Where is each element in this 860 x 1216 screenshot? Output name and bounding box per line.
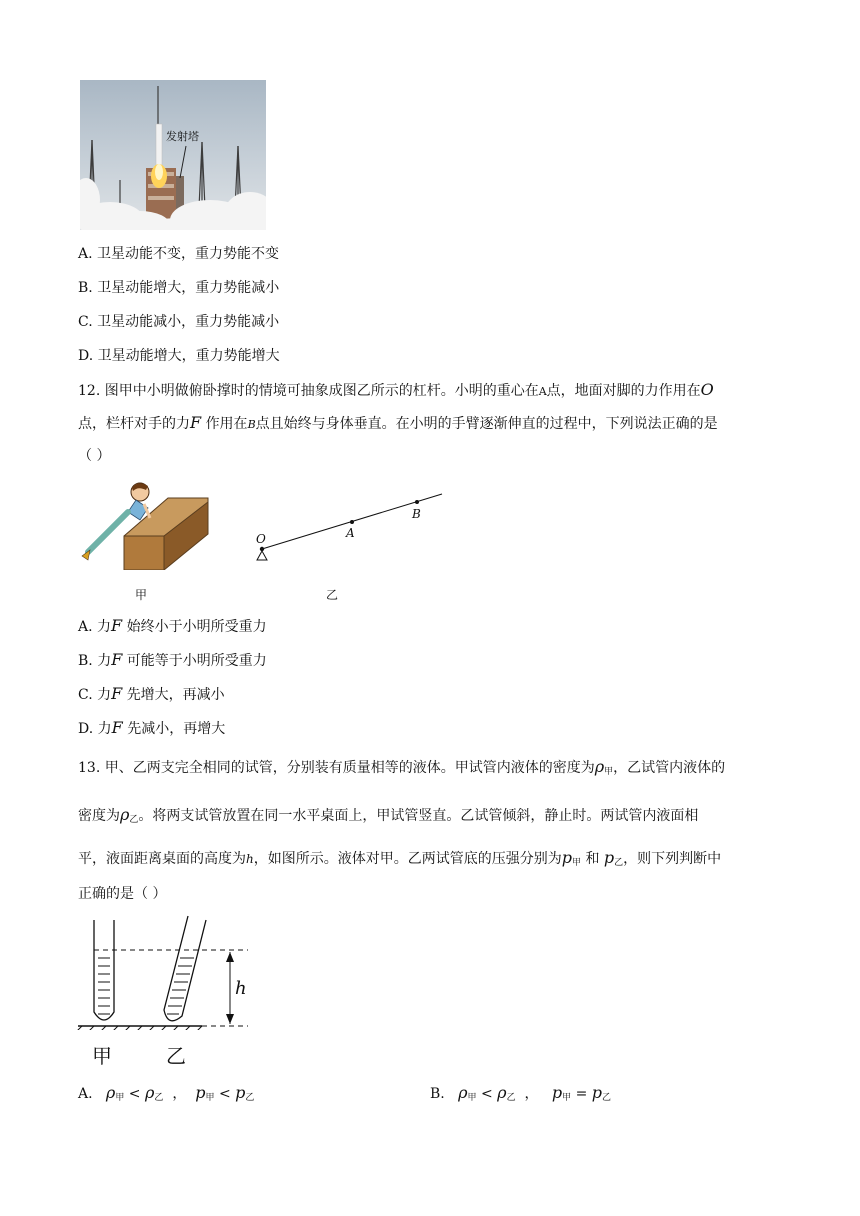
rocket-launch-scene	[80, 80, 266, 230]
pressure-p: p	[551, 1083, 563, 1102]
comma: ，	[524, 1086, 539, 1102]
pivot-triangle	[257, 551, 267, 560]
q12-point-b-ref: B	[247, 418, 256, 431]
equals-sign: =	[575, 1086, 588, 1102]
q11-option-a[interactable]: A. 卫星动能不变，重力势能不变	[78, 246, 280, 262]
option-text: 先增大，再减小	[126, 687, 225, 703]
q13-text: ，乙试管内液体的	[613, 760, 726, 776]
lever-label-b: B	[412, 507, 421, 521]
subscript-jia: 甲	[467, 1093, 477, 1103]
q13-stem-line-3	[78, 849, 721, 872]
option-text: 先减小，再增大	[127, 721, 226, 737]
force-f: F	[111, 616, 123, 635]
subscript-jia: 甲	[205, 1093, 215, 1103]
q12-text: 点，地面对脚的力作用在	[546, 383, 701, 399]
option-letter: A.	[78, 1086, 93, 1102]
q13-text: 密度为	[78, 808, 120, 824]
subscript-yi: 乙	[506, 1093, 516, 1103]
q12-option-a[interactable]	[78, 617, 267, 636]
pressure-p: p	[195, 1083, 206, 1102]
q12-text: 点，栏杆对手的力	[78, 416, 190, 432]
q13-stem-line-4: 正确的是（ ）	[78, 886, 167, 902]
q13-stem-line-2	[78, 806, 698, 829]
q13-option-b[interactable]	[430, 1084, 611, 1107]
rho-symbol: ρ	[120, 805, 130, 824]
q12-option-d[interactable]	[78, 719, 225, 738]
q11-option-d[interactable]: D. 卫星动能增大，重力势能增大	[78, 348, 280, 364]
q11-option-b[interactable]: B. 卫星动能增大，重力势能减小	[78, 280, 280, 296]
tube-yi-label: 乙	[166, 1044, 186, 1068]
rho-symbol: ρ	[594, 757, 605, 776]
option-text: 可能等于小明所受重力	[126, 653, 267, 669]
figure-jia-caption: 甲	[135, 588, 148, 602]
point-a-dot	[350, 520, 354, 524]
point-b-dot	[415, 500, 419, 504]
pressure-p: p	[603, 848, 615, 867]
q12-point-o-ref: O	[700, 380, 714, 399]
less-than-sign: <	[480, 1086, 493, 1102]
pushup-figure	[78, 478, 218, 570]
q13-text: ，如图所示。液体对甲。乙两试管底的压强分别为	[253, 851, 562, 867]
subscript-jia: 甲	[562, 1093, 572, 1103]
q11-option-c[interactable]: C. 卫星动能减小，重力势能减小	[78, 314, 280, 330]
q12-text: 点且始终与身体垂直。在小明的手臂逐渐伸直的过程中，下列说法正确的是	[255, 416, 718, 432]
q13-text: 平，液面距离桌面的高度为	[78, 851, 246, 867]
q12-option-b[interactable]	[78, 651, 267, 670]
rho-symbol: ρ	[144, 1083, 155, 1102]
less-than-sign: <	[128, 1086, 141, 1102]
q13-text: 13. 甲、乙两支完全相同的试管，分别装有质量相等的液体。甲试管内液体的密度为	[78, 760, 595, 776]
rho-symbol: ρ	[105, 1083, 116, 1102]
q12-text: 作用在	[205, 416, 248, 432]
pressure-p: p	[591, 1083, 603, 1102]
q13-option-a[interactable]	[78, 1084, 254, 1107]
lever-label-o: O	[256, 532, 266, 546]
option-text: D. 力	[78, 721, 112, 737]
q12-stem-line-2	[78, 414, 718, 434]
option-text: B. 力	[78, 653, 112, 669]
option-text: 始终小于小明所受重力	[126, 619, 267, 635]
force-f: F	[111, 650, 123, 669]
rho-symbol: ρ	[458, 1083, 468, 1102]
force-f: F	[111, 718, 123, 737]
subscript-jia: 甲	[115, 1093, 125, 1103]
subscript-jia: 甲	[604, 767, 614, 777]
q12-option-c[interactable]	[78, 685, 225, 704]
lever-label-a: A	[346, 526, 355, 540]
force-f: F	[111, 684, 123, 703]
q12-stem-line-1	[78, 381, 714, 401]
subscript-yi: 乙	[602, 1093, 612, 1103]
subscript-yi: 乙	[245, 1093, 255, 1103]
q12-point-a-ref: A	[538, 385, 547, 398]
option-text: A. 力	[78, 619, 112, 635]
tube-jia-label: 甲	[92, 1044, 112, 1068]
pressure-p: p	[235, 1083, 246, 1102]
height-h: h	[246, 852, 254, 866]
comma: ，	[172, 1086, 187, 1102]
pressure-p: p	[561, 848, 572, 867]
launch-tower-label: 发射塔	[166, 130, 199, 143]
rho-symbol: ρ	[497, 1083, 507, 1102]
q13-text: 。将两支试管放置在同一水平桌面上，甲试管竖直。乙试管倾斜，静止时。两试管内液面相	[138, 808, 699, 824]
option-text: C. 力	[78, 687, 112, 703]
less-than-sign: <	[218, 1086, 231, 1102]
rocket-launch-photo	[80, 80, 266, 230]
subscript-yi: 乙	[154, 1093, 164, 1103]
q13-text: 和	[585, 851, 600, 867]
test-tubes-diagram	[76, 912, 256, 1030]
tube-jia	[94, 920, 114, 1020]
q12-text: 12. 图甲中小明做俯卧撑时的情境可抽象成图乙所示的杠杆。小明的重心在	[78, 383, 539, 399]
option-letter: B.	[430, 1086, 445, 1102]
tube-yi	[164, 916, 206, 1021]
q12-force-f: F	[190, 413, 202, 432]
q13-stem-line-1	[78, 758, 725, 781]
subscript-jia: 甲	[571, 858, 581, 868]
figure-yi-caption: 乙	[326, 588, 339, 602]
q13-text: ，则下列判断中	[623, 851, 722, 867]
subscript-yi: 乙	[129, 815, 139, 825]
q12-answer-bracket: （ ）	[78, 448, 111, 464]
subscript-yi: 乙	[614, 858, 624, 868]
figure-height-label: h	[235, 978, 247, 999]
